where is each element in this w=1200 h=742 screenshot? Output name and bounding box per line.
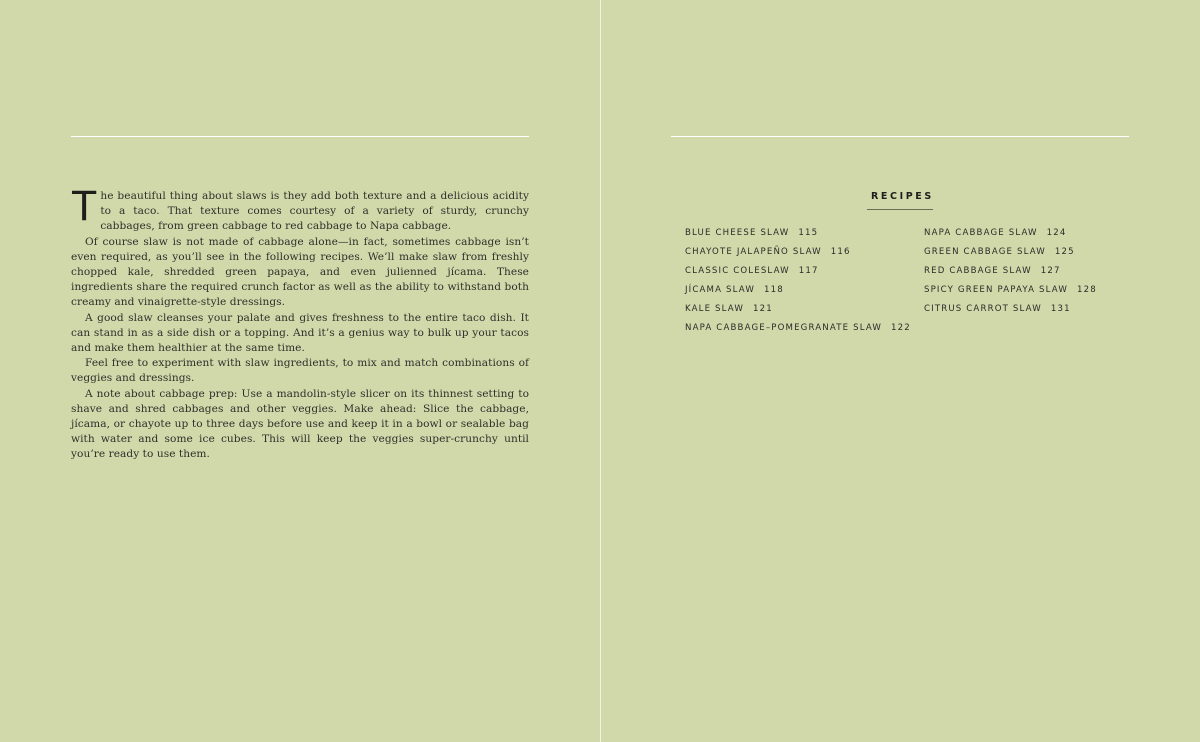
recipe-list-right (924, 227, 1097, 322)
recipe-list-item (685, 246, 911, 265)
recipe-page-number: 125 (1054, 247, 1075, 258)
recipe-page-number: 121 (753, 304, 773, 315)
recipes-heading: RECIPES (871, 191, 934, 202)
recipe-page-number: 122 (891, 323, 911, 334)
intro-paragraph: Of course slaw is not made of cabbage alone—in fact, sometimes cabbage isn’t even required, as you’ll see in the following recipes. We’ll make slaw from freshly chopped kale, shredded green papaya, and even julienned jícama. These ingredients share the required crunch factor as well as the ability to withstand both creamy and vinaigrette-style dressings. (71, 235, 529, 309)
right-page-rule (671, 136, 1129, 137)
recipe-name: JÍCAMA SLAW (685, 285, 755, 296)
recipes-heading-underline (867, 209, 933, 210)
recipe-list-item (685, 303, 911, 322)
intro-paragraph-text: he beautiful thing about slaws is they add both texture and a delicious acidity to a taco. That texture comes courtesy of a variety of sturdy, crunchy cabbages, from green cabbage to red cabbage to Napa cabbage. (100, 190, 529, 233)
intro-paragraph: A note about cabbage prep: Use a mandolin-style slicer on its thinnest setting to shave and shred cabbages and other veggies. Make ahead: Slice the cabbage, jícama, or chayote up to three days before use and keep it in a bowl or sealable bag with water and some ice cubes. This will keep the veggies super-crunchy until you’re ready to use them. (71, 387, 529, 461)
intro-paragraph: A good slaw cleanses your palate and gives freshness to the entire taco dish. It can stand in as a side dish or a topping. And it’s a genius way to bulk up your tacos and make them healthier at the same time. (71, 311, 529, 355)
recipe-list-item (685, 322, 911, 341)
left-page-rule (71, 136, 529, 137)
recipe-page-number: 128 (1077, 285, 1097, 296)
recipe-list-item (924, 284, 1097, 303)
recipe-name: NAPA CABBAGE–POMEGRANATE SLAW (685, 323, 883, 334)
recipe-name: RED CABBAGE SLAW (924, 266, 1032, 277)
intro-paragraph (71, 182, 529, 235)
recipe-name: CHAYOTE JALAPEÑO SLAW (685, 247, 822, 258)
recipe-list-item (685, 227, 911, 246)
recipe-name: SPICY GREEN PAPAYA SLAW (924, 285, 1068, 296)
recipe-page-number: 118 (763, 285, 784, 296)
recipe-list-item (924, 265, 1097, 284)
page-gutter (600, 0, 601, 742)
recipe-page-number: 115 (798, 228, 819, 238)
recipe-list-item (685, 265, 911, 284)
recipe-list-item (924, 227, 1097, 246)
recipe-page-number: 124 (1046, 228, 1067, 238)
recipe-list-item (685, 284, 911, 303)
intro-text (71, 182, 529, 463)
drop-cap: T (71, 182, 98, 230)
recipe-list-item (924, 246, 1097, 265)
recipe-page-number: 127 (1040, 266, 1061, 277)
recipe-name: KALE SLAW (685, 304, 745, 315)
recipe-list-left (685, 227, 911, 342)
recipe-page-number: 116 (830, 247, 851, 258)
recipe-page-number: 117 (798, 266, 819, 277)
recipe-name: GREEN CABBAGE SLAW (924, 247, 1046, 258)
recipe-name: CITRUS CARROT SLAW (924, 304, 1042, 315)
recipe-name: BLUE CHEESE SLAW (685, 228, 790, 238)
recipe-page-number: 131 (1050, 304, 1071, 315)
recipe-list-item (924, 303, 1097, 322)
recipe-name: CLASSIC COLESLAW (685, 266, 790, 277)
recipe-name: NAPA CABBAGE SLAW (924, 228, 1038, 238)
intro-paragraph: Feel free to experiment with slaw ingredients, to mix and match combinations of veggies and dressings. (71, 357, 529, 385)
